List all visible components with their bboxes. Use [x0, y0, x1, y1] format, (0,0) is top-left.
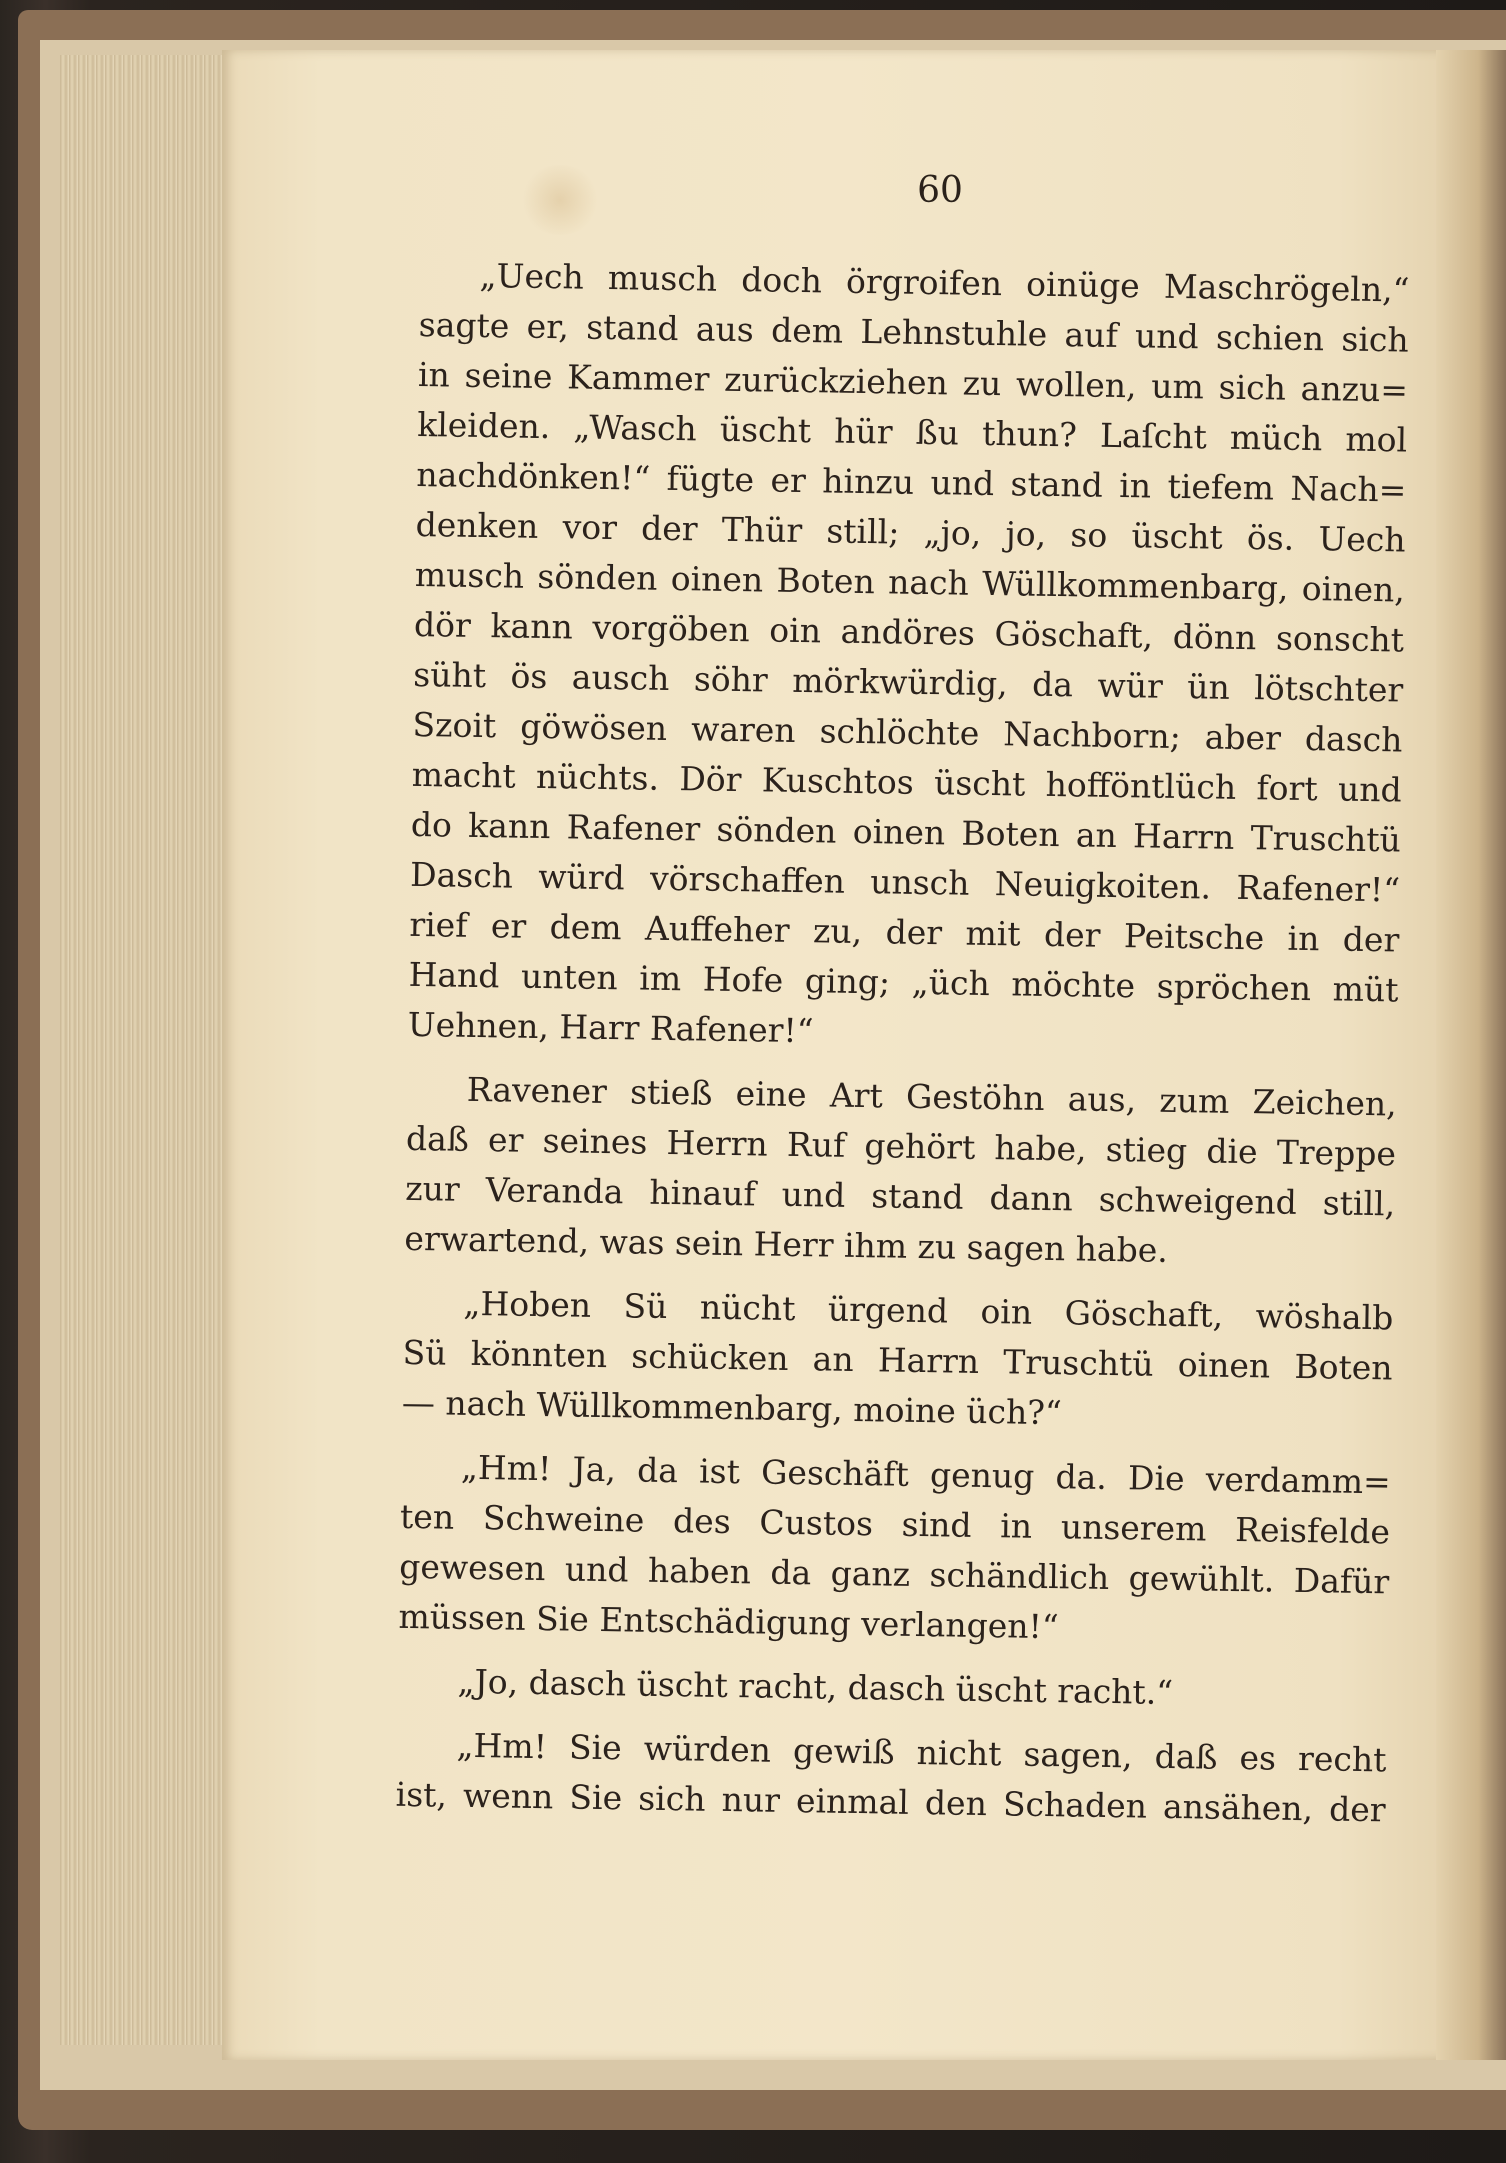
- text-line: nachdönken!“ fügte er hinzu und stand in tiefem Nach=: [416, 454, 1407, 510]
- text-line: „Hm! Sie würden gewiß nicht sagen, daß es recht: [456, 1725, 1387, 1780]
- text-line: Ravener stieß eine Art Gestöhn aus, zum Zeichen,: [466, 1069, 1398, 1124]
- text-line: „Hm! Ja, da ist Geschäft genug da. Die verdamm=: [460, 1447, 1392, 1502]
- page-number: 60: [917, 170, 963, 211]
- text-line: — nach Wüllkommenbarg, moine üch?“: [401, 1382, 1063, 1433]
- paragraph: [401, 1278, 1393, 1444]
- page-text: [395, 250, 1410, 1835]
- text-line: Szoit göwösen waren schlöchte Nachborn; aber dasch: [412, 704, 1403, 760]
- text-line: do kann Rafener sönden oinen Boten an Harrn Truschtü: [410, 804, 1402, 860]
- text-line: müssen Sie Entschädigung verlangen!“: [398, 1596, 1059, 1647]
- text-line: „Hoben Sü nücht ürgend oin Göschaft, wöshalb: [463, 1283, 1394, 1338]
- text-line: süht ös ausch söhr mörkwürdig, da wür ün lötschter: [413, 654, 1404, 710]
- text-line: „Jo, dasch üscht racht, dasch üscht racht.“: [457, 1661, 1174, 1713]
- text-line: dör kann vorgöben oin andöres Göschaft, dönn sonscht: [413, 604, 1405, 660]
- paragraph: [397, 1656, 1388, 1722]
- text-line: denken vor der Thür still; „jo, jo, so üscht ös. Uech: [415, 504, 1406, 560]
- text-line: kleiden. „Wasch üscht hür ßu thun? Laſcht müch mol: [416, 404, 1408, 460]
- paragraph: [407, 250, 1409, 1065]
- text-line: Hand unten im Hofe ging; „üch möchte spröchen müt: [408, 954, 1399, 1010]
- text-line: „Uech musch doch örgroifen oinüge Maschrögeln,“: [479, 255, 1410, 310]
- text-line: macht nüchts. Dör Kuschtos üscht hofföntlüch fort und: [411, 754, 1402, 810]
- text-line: sagte er, stand aus dem Lehnstuhle auf und schien sich: [418, 304, 1410, 360]
- text-line: daß er seines Herrn Ruf gehört habe, stieg die Treppe: [405, 1118, 1397, 1174]
- text-line: Dasch würd vörschaffen unsch Neuigkoiten. Rafener!“: [409, 854, 1401, 910]
- text-line: zur Veranda hinauf und stand dann schweigend still,: [404, 1168, 1396, 1224]
- text-line: in seine Kammer zurückziehen zu wollen, um sich anzu=: [417, 354, 1409, 410]
- paragraph: [404, 1064, 1397, 1280]
- text-line: Uehnen, Harr Rafener!“: [407, 1004, 814, 1051]
- page-gutter: [1436, 50, 1506, 2060]
- page-stack-edges: [60, 55, 232, 2045]
- text-line: ist, wenn Sie sich nur einmal den Schaden ansähen, der: [395, 1774, 1386, 1830]
- text-line: Sü könnten schücken an Harrn Truschtü oinen Boten: [402, 1332, 1393, 1388]
- text-line: ten Schweine des Custos sind in unserem Reisfelde: [399, 1496, 1391, 1552]
- text-line: erwartend, was sein Herr ihm zu sagen habe.: [404, 1218, 1169, 1270]
- paper-stain: [520, 165, 600, 235]
- paragraph: [398, 1442, 1391, 1658]
- text-line: rief er dem Auffeher zu, der mit der Peitsche in der: [409, 904, 1400, 960]
- text-line: gewesen und haben da ganz schändlich gewühlt. Dafür: [399, 1546, 1390, 1602]
- text-line: musch sönden oinen Boten nach Wüllkommenbarg, oinen,: [414, 554, 1406, 610]
- paragraph: [395, 1720, 1386, 1836]
